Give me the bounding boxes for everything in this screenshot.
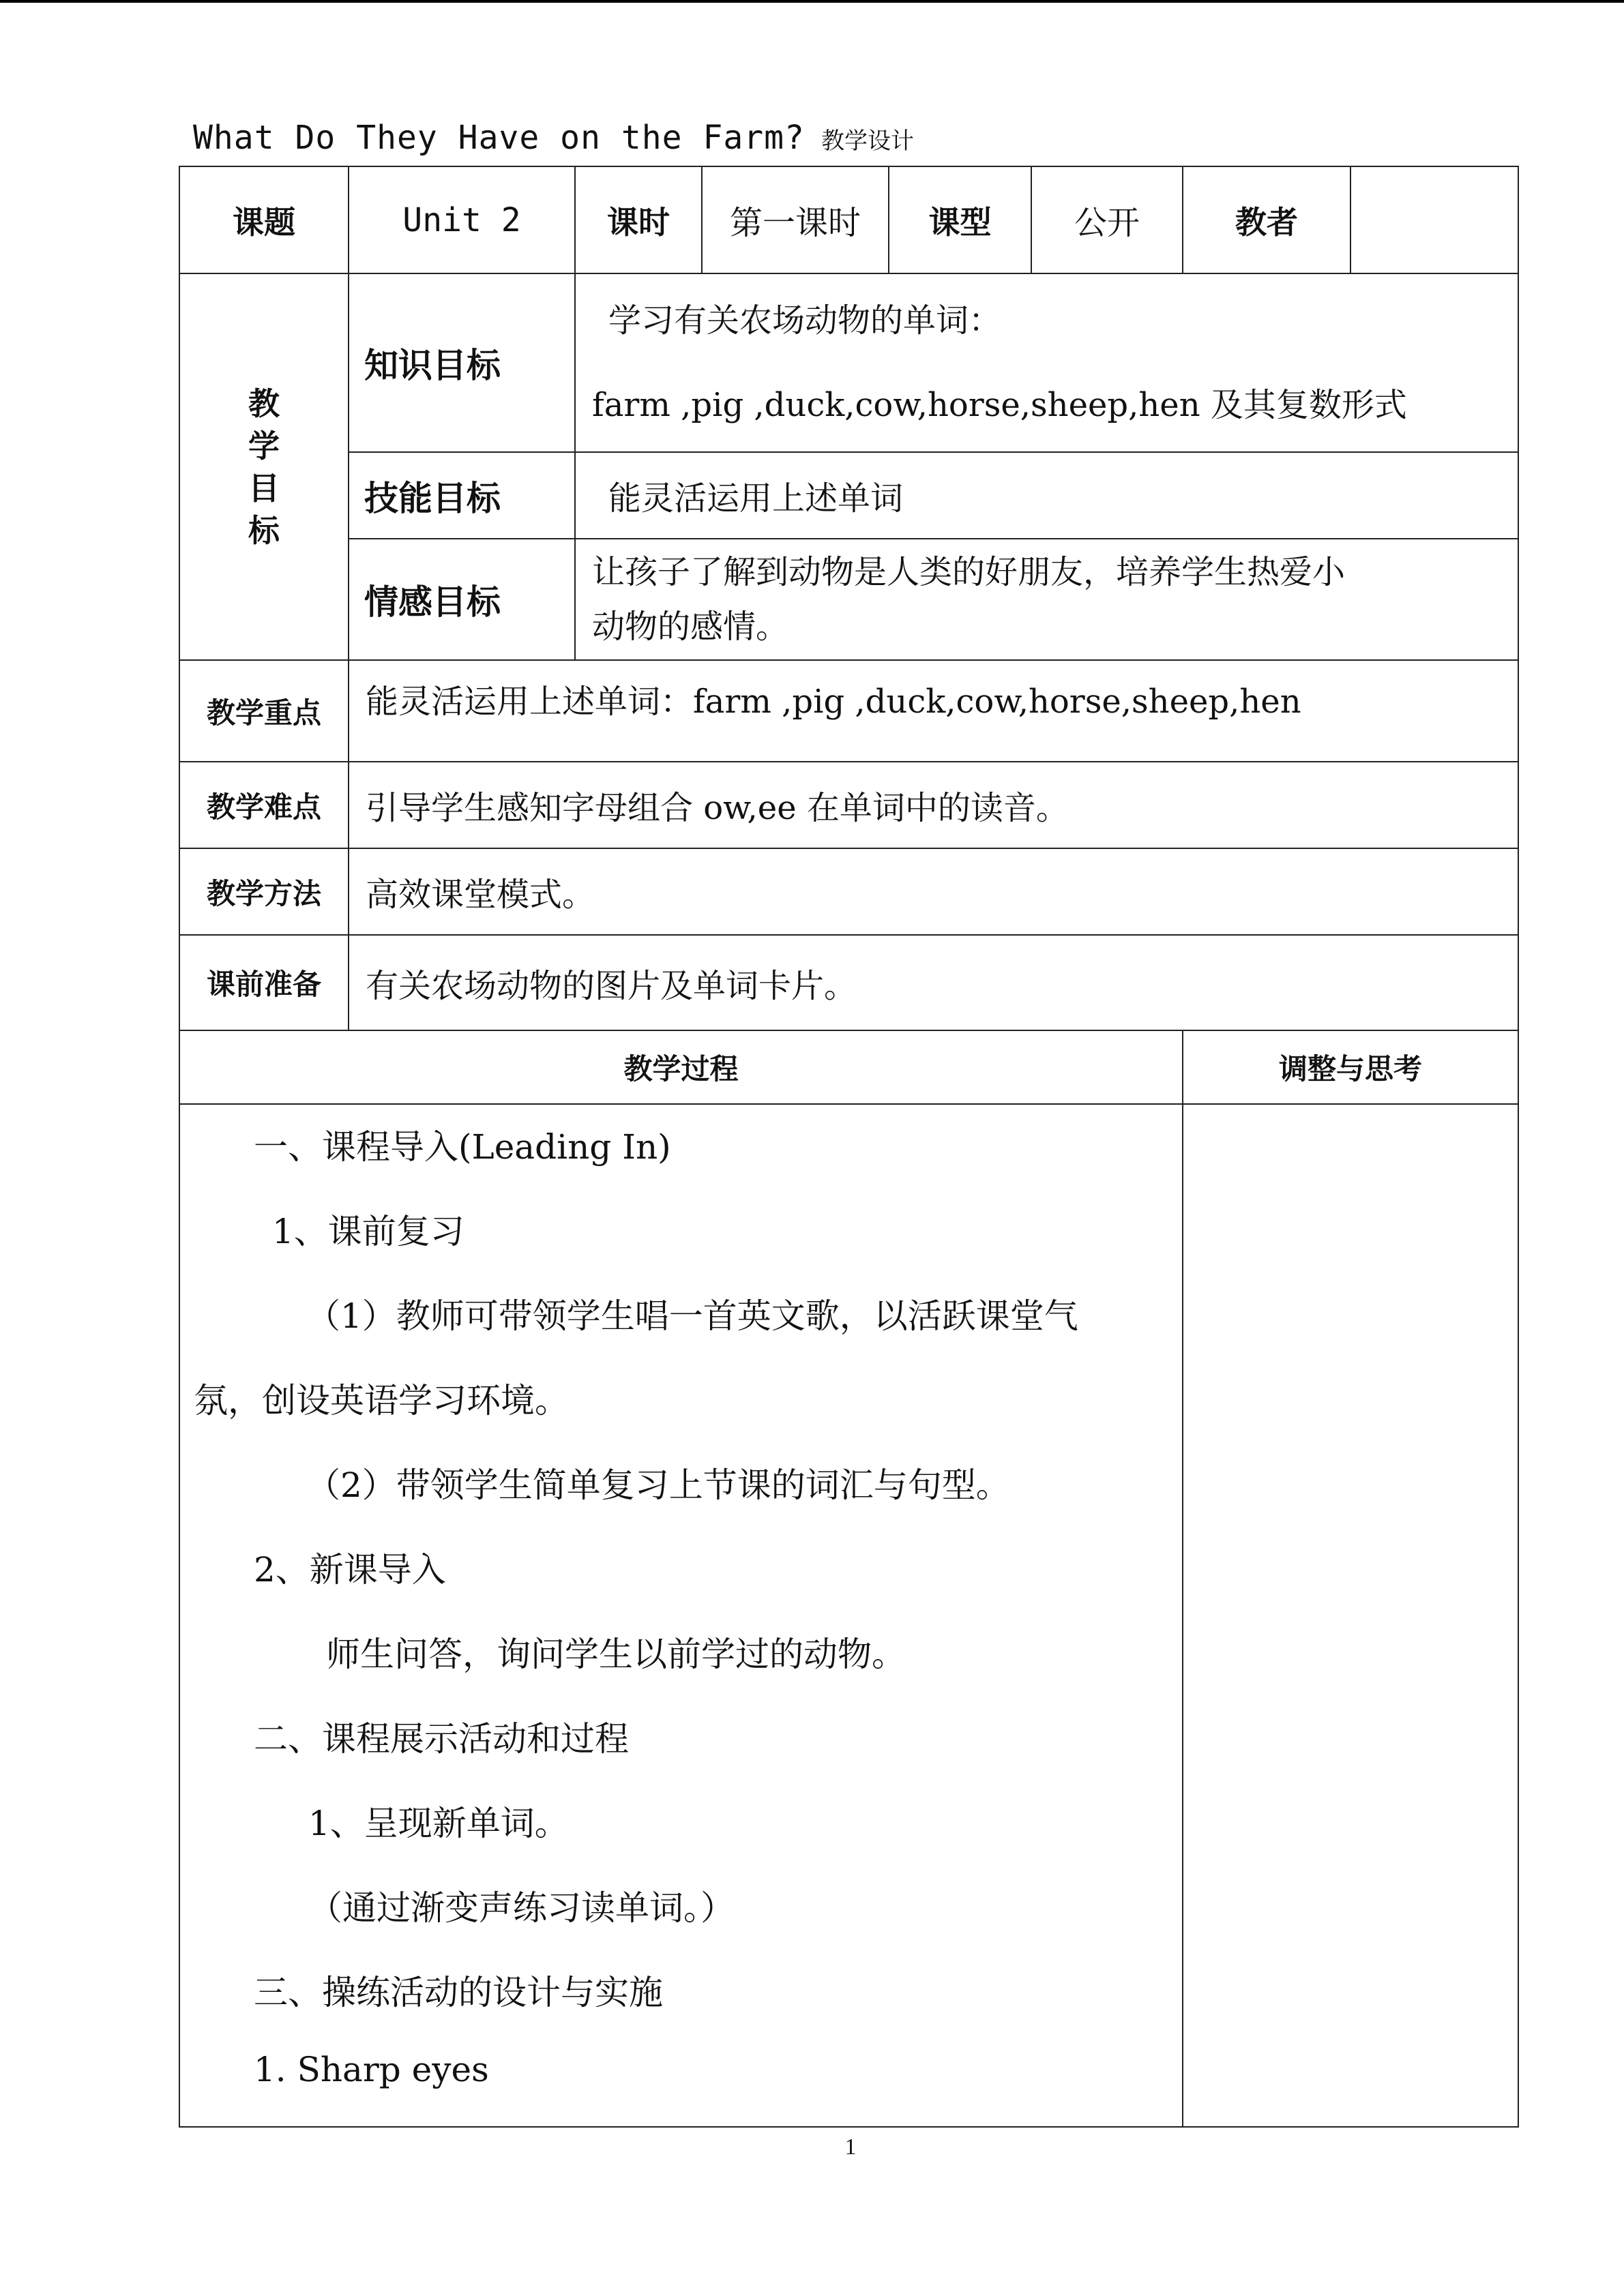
methods-row (179, 848, 1518, 935)
lesson-plan-table (179, 166, 1519, 2128)
type-value: 公开 (1031, 166, 1183, 273)
process-line: 1. Sharp eyes (254, 2050, 489, 2089)
topic-label: 课题 (179, 166, 349, 273)
title-chinese: 教学设计 (821, 128, 914, 155)
objective-skill-row (179, 452, 1518, 539)
preparation-row (179, 935, 1518, 1030)
methods-label: 教学方法 (179, 848, 349, 935)
period-label: 课时 (575, 166, 702, 273)
emotion-objective-text: 让孩子了解到动物是人类的好朋友，培养学生热爱小 动物的感情。 (575, 539, 1518, 660)
process-line: 1、呈现新单词。 (308, 1804, 569, 1843)
process-line: 三、操练活动的设计与实施 (254, 1973, 663, 2012)
process-line: 1、课前复习 (272, 1212, 464, 1251)
process-line: （通过渐变声练习读单词。） (308, 1888, 735, 1928)
period-value: 第一课时 (702, 166, 889, 273)
preparation-label: 课前准备 (179, 935, 349, 1030)
document-title (193, 119, 914, 166)
type-label: 课型 (889, 166, 1031, 273)
process-line: 一、课程导入(Leading In) (254, 1127, 671, 1167)
process-header-row (179, 1030, 1518, 1104)
reflection-header: 调整与思考 (1183, 1030, 1518, 1104)
topic-value: Unit 2 (349, 166, 575, 273)
knowledge-objective-label: 知识目标 (349, 273, 575, 452)
difficulties-row (179, 762, 1518, 848)
key-points-text: 能灵活运用上述单词：farm ,pig ,duck,cow,horse,sheep,hen (349, 660, 1518, 762)
header-row (179, 166, 1518, 273)
reflection-content (1183, 1104, 1518, 2127)
top-border-rule (0, 0, 1624, 3)
process-content (179, 1104, 1183, 2127)
process-line: （2）带领学生简单复习上节课的词汇与句型。 (306, 1465, 1010, 1505)
teacher-label: 教者 (1183, 166, 1350, 273)
process-line: 二、课程展示活动和过程 (254, 1719, 629, 1759)
difficulties-label: 教学难点 (179, 762, 349, 848)
methods-text: 高效课堂模式。 (349, 848, 1518, 935)
objective-emotion-row (179, 539, 1518, 660)
process-header: 教学过程 (179, 1030, 1183, 1104)
objective-knowledge-row (179, 273, 1518, 452)
objectives-group-label: 教 学 目 标 (179, 273, 349, 660)
process-body-row (179, 1104, 1518, 2127)
teacher-value (1350, 166, 1518, 273)
page-number: 1 (844, 2134, 857, 2160)
process-line: 2、新课导入 (254, 1550, 446, 1590)
process-line: （1）教师可带领学生唱一首英文歌，以活跃课堂气 (306, 1296, 1078, 1336)
key-points-row (179, 660, 1518, 762)
preparation-text: 有关农场动物的图片及单词卡片。 (349, 935, 1518, 1030)
skill-objective-text: 能灵活运用上述单词 (575, 452, 1518, 539)
title-english: What Do They Have on the Farm? (193, 119, 805, 157)
process-line: 师生问答，询问学生以前学过的动物。 (326, 1635, 906, 1674)
key-points-label: 教学重点 (179, 660, 349, 762)
difficulties-text: 引导学生感知字母组合 ow,ee 在单词中的读音。 (349, 762, 1518, 848)
skill-objective-label: 技能目标 (349, 452, 575, 539)
knowledge-objective-text: 学习有关农场动物的单词： farm ,pig ,duck,cow,horse,sheep,hen 及其复数形式 (575, 273, 1518, 452)
process-line: 氛，创设英语学习环境。 (194, 1381, 569, 1420)
emotion-objective-label: 情感目标 (349, 539, 575, 660)
